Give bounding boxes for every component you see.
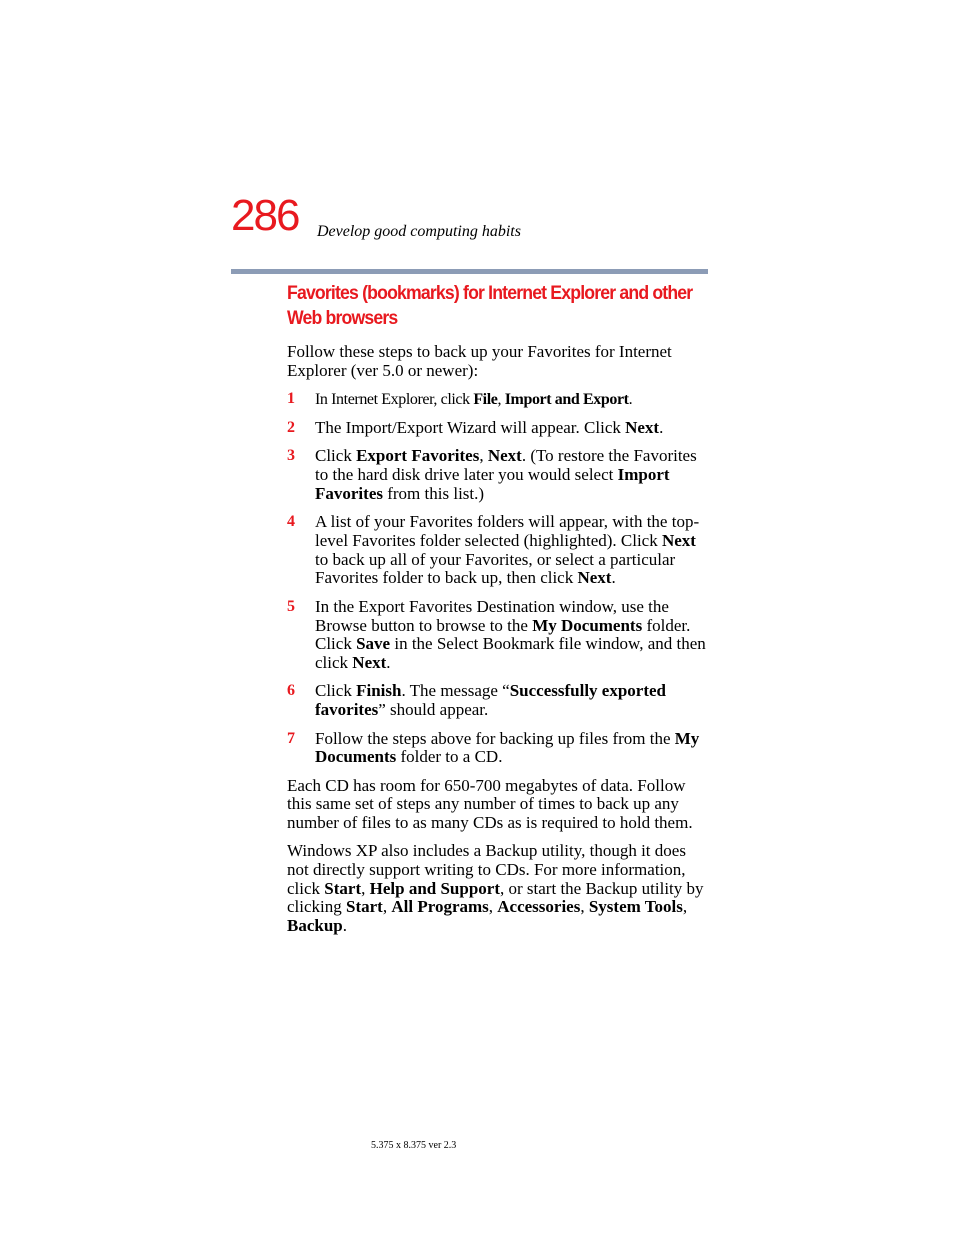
bold-term: Next: [487, 446, 522, 466]
list-item: [287, 598, 709, 673]
bold-term: All Programs: [391, 897, 489, 917]
header-rule: [231, 269, 708, 274]
bold-term: Import and Export: [504, 390, 629, 408]
section-title: Favorites (bookmarks) for Internet Explorer and other Web browsers: [287, 283, 693, 329]
bold-term: Finish: [356, 681, 402, 701]
step-number: 7: [287, 729, 295, 747]
list-item: [287, 419, 709, 438]
bold-term: Accessories: [497, 897, 581, 917]
bold-term: System Tools: [588, 897, 683, 917]
bold-term: Successfully exported favorites: [315, 681, 667, 720]
intro-paragraph: Follow these steps to back up your Favorites for Internet Explorer (ver 5.0 or newer):: [287, 342, 672, 380]
bold-term: My Documents: [315, 728, 700, 767]
step-number: 4: [287, 513, 295, 531]
steps-list: [287, 390, 709, 768]
step-number: 5: [287, 597, 295, 615]
bold-term: Next: [661, 530, 696, 550]
step-text: In the Export Favorites Destination window, use the Browse button to browse to the My Documents folder. Click Save in the Select Bookmark file window, and then click Next.: [315, 596, 706, 673]
step-text: In Internet Explorer, click File, Import and Export.: [315, 390, 633, 408]
step-number: 1: [287, 389, 295, 407]
step-text: A list of your Favorites folders will appear, with the top-level Favorites folder selected (highlighted). Click Next to back up all of your Favorites, or select a particular Favorites folder to back up, then click Next.: [315, 512, 700, 588]
bold-term: Start: [346, 897, 383, 917]
running-head: Develop good computing habits: [317, 223, 521, 240]
backup-utility-paragraph: Windows XP also includes a Backup utility, though it does not directly support writing to CDs. For more information, click Start, Help and Support, or start the Backup utility by clicking Start, All Programs, Accessories, System Tools, Backup.: [287, 841, 704, 936]
step-text: Follow the steps above for backing up files from the My Documents folder to a CD.: [315, 728, 700, 767]
bold-term: Next: [577, 568, 612, 588]
bold-term: Help and Support: [369, 878, 501, 898]
page-number: 286: [231, 191, 299, 240]
step-number: 2: [287, 418, 295, 436]
footer-trim-note: 5.375 x 8.375 ver 2.3: [371, 1140, 457, 1151]
step-text: Click Finish. The message “Successfully exported favorites” should appear.: [315, 681, 667, 720]
bold-term: Import Favorites: [315, 464, 670, 503]
bold-term: Next: [352, 653, 387, 673]
step-text: The Import/Export Wizard will appear. Click Next.: [315, 417, 664, 437]
step-number: 3: [287, 447, 295, 465]
bold-term: File: [473, 390, 498, 408]
bold-term: My Documents: [532, 615, 643, 635]
list-item: [287, 447, 709, 503]
main-content: [287, 281, 709, 945]
list-item: [287, 730, 709, 768]
step-number: 6: [287, 682, 295, 700]
bold-term: Backup: [287, 916, 343, 936]
bold-term: Export Favorites: [356, 446, 480, 466]
bold-term: Start: [324, 878, 362, 898]
list-item: [287, 390, 709, 410]
list-item: [287, 513, 709, 588]
bold-term: Next: [625, 417, 660, 437]
bold-term: Save: [356, 634, 391, 654]
list-item: [287, 682, 709, 720]
cd-capacity-paragraph: Each CD has room for 650-700 megabytes of data. Follow this same set of steps any number of times to back up any number of files to as many CDs as is required to hold them.: [287, 775, 693, 833]
step-text: Click Export Favorites, Next. (To restore the Favorites to the hard disk drive later you would select Import Favorites from this list.): [315, 446, 697, 503]
